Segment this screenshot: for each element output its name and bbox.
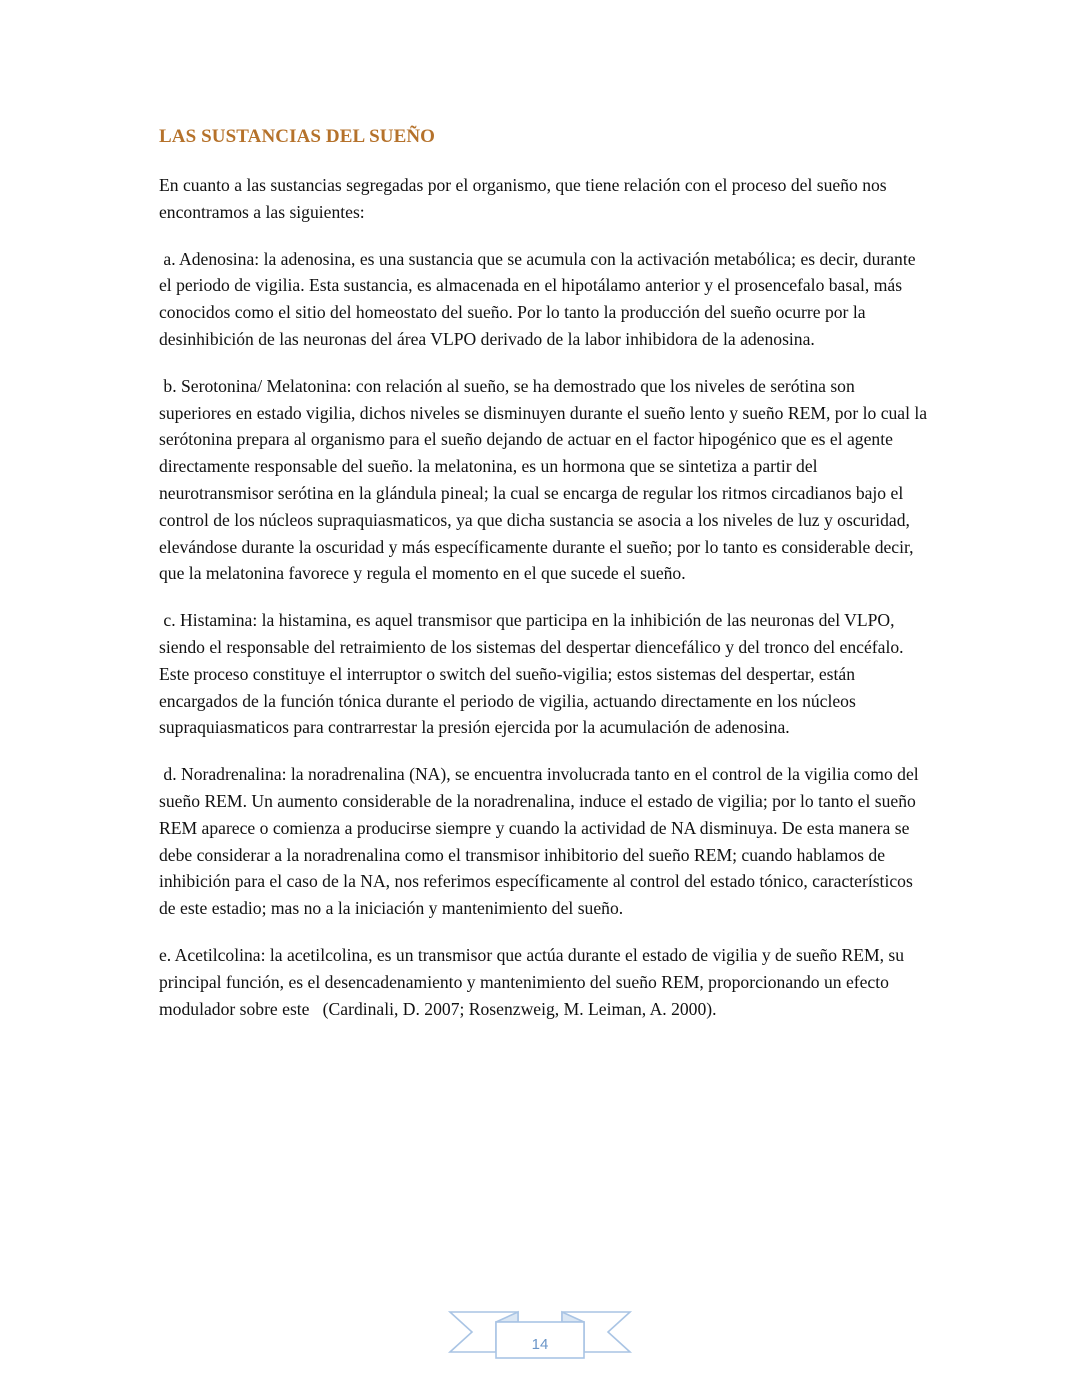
page-number: 14 xyxy=(531,1336,549,1353)
noradrenalina-paragraph: d. Noradrenalina: la noradrenalina (NA), se encuentra involucrada tanto en el control de la vigilia como del sueño REM. Un aumento considerable de la noradrenalina, induce el estado de vigilia; por lo tanto el sueño REM aparece o comienza a producirse siempre y cuando la actividad de NA disminuya. De esta manera se debe considerar a la noradrenalina como el transmisor inhibitorio del sueño REM; cuando hablamos de inhibición para el caso de la NA, nos referimos específicamente al control del estado tónico, característicos de este estadio; mas no a la iniciación y mantenimiento del sueño. xyxy=(159,764,924,919)
page-content xyxy=(159,124,932,1042)
adenosina-paragraph: a. Adenosina: la adenosina, es una sustancia que se acumula con la activación metabólica; es decir, durante el periodo de vigilia. Esta sustancia, es almacenada en el hipotálamo anterior y el prosencefalo basal, más conocidos como el sitio del homeostato del sueño. Por lo tanto la producción del sueño ocurre por la desinhibición de las neuronas del área VLPO derivado de la labor inhibidora de la adenosina. xyxy=(159,248,920,349)
acetilcolina-paragraph: e. Acetilcolina: la acetilcolina, es un transmisor que actúa durante el estado de vigilia y de sueño REM, su principal función, es el desencadenamiento y mantenimiento del sueño REM, proporcionando un efecto modulador sobre este (Cardinali, D. 2007; Rosenzweig, M. Leiman, A. 2000). xyxy=(159,944,909,1019)
histamina-paragraph: c. Histamina: la histamina, es aquel transmisor que participa en la inhibición de las neuronas del VLPO, siendo el responsable del retraimiento de los sistemas del despertar diencefálico y del tronco del encéfalo. Este proceso constituye el interruptor o switch del sueño-vigilia; estos sistemas del despertar, están encargados de la función tónica durante el periodo de vigilia, actuando directamente en los núcleos supraquiasmaticos para contrarrestar la presión ejercida por la acumulación de adenosina. xyxy=(159,610,908,738)
serotonina-paragraph: b. Serotonina/ Melatonina: con relación al sueño, se ha demostrado que los niveles de serótina son superiores en estado vigilia, dichos niveles se disminuyen durante el sueño lento y sueño REM, por lo cual la serótonina prepara al organismo para el sueño dejando de actuar en el factor hipogénico que es el agente directamente responsable del sueño. la melatonina, es un hormona que se sintetiza a partir del neurotransmisor serótina en la glándula pineal; la cual se encarga de regular los ritmos circadianos bajo el control de los núcleos supraquiasmaticos, ya que dicha sustancia se asocia a los niveles de luz y oscuridad, elevándose durante la oscuridad y más específicamente durante el sueño; por lo tanto es considerable decir, que la melatonina favorece y regula el momento en el que sucede el sueño. xyxy=(159,375,932,584)
section-heading: LAS SUSTANCIAS DEL SUEÑO xyxy=(159,126,436,147)
intro-paragraph: En cuanto a las sustancias segregadas por el organismo, que tiene relación con el proceso del sueño nos encontramos a las siguientes: xyxy=(159,175,887,222)
